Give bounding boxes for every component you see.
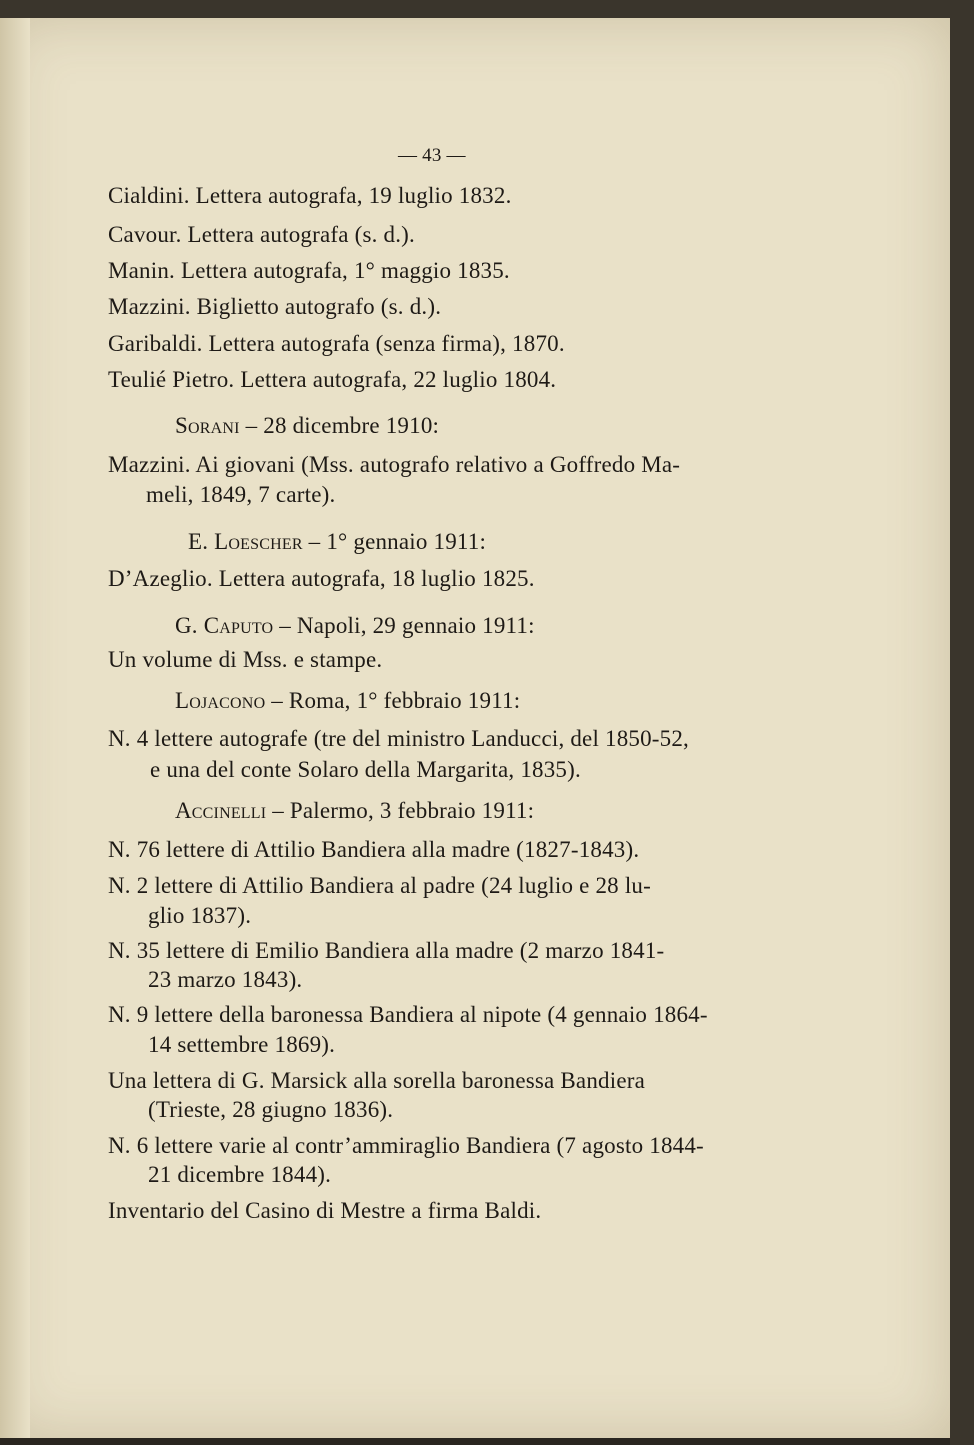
entry-line: 14 settembre 1869). bbox=[148, 1032, 336, 1057]
entry-line: meli, 1849, 7 carte). bbox=[146, 482, 336, 507]
entry-line: Manin. Lettera autografa, 1° maggio 1835. bbox=[108, 258, 510, 283]
donor-initial: E. bbox=[188, 529, 215, 554]
donor-date: – 1° gennaio 1911: bbox=[302, 529, 487, 554]
entry-line: Inventario del Casino di Mestre a firma Baldi. bbox=[108, 1198, 542, 1223]
entry-line: N. 35 lettere di Emilio Bandiera alla madre (2 marzo 1841- bbox=[108, 938, 665, 963]
donor-date: – Palermo, 3 febbraio 1911: bbox=[266, 798, 535, 823]
donor-heading-sorani bbox=[175, 413, 439, 439]
entry-line: N. 76 lettere di Attilio Bandiera alla madre (1827-1843). bbox=[108, 837, 640, 862]
donor-initial: G. bbox=[175, 613, 204, 638]
entry-line: e una del conte Solaro della Margarita, 1835). bbox=[150, 757, 581, 782]
entry-line: Una lettera di G. Marsick alla sorella baronessa Bandiera bbox=[108, 1068, 645, 1093]
donor-heading-loescher bbox=[188, 529, 486, 555]
donor-name: Sorani bbox=[175, 413, 240, 438]
entry-line: N. 6 lettere varie al contr’ammiraglio Bandiera (7 agosto 1844- bbox=[108, 1133, 704, 1158]
donor-name: Lojacono bbox=[175, 688, 266, 713]
donor-heading-lojacono bbox=[175, 688, 520, 714]
entry-line: N. 2 lettere di Attilio Bandiera al padre (24 luglio e 28 lu- bbox=[108, 873, 651, 898]
entry-line: Cialdini. Lettera autografa, 19 luglio 1832. bbox=[108, 183, 512, 208]
entry-line: N. 9 lettere della baronessa Bandiera al nipote (4 gennaio 1864- bbox=[108, 1002, 708, 1027]
entry-line: Un volume di Mss. e stampe. bbox=[108, 647, 383, 672]
entry-line: Cavour. Lettera autografa (s. d.). bbox=[108, 222, 415, 247]
entry-line: 21 dicembre 1844). bbox=[148, 1162, 332, 1187]
donor-heading-caputo bbox=[175, 613, 535, 639]
entry-line: Mazzini. Biglietto autografo (s. d.). bbox=[108, 294, 442, 319]
entry-line: glio 1837). bbox=[148, 903, 252, 928]
entry-line: 23 marzo 1843). bbox=[148, 967, 303, 992]
entry-line: Teulié Pietro. Lettera autografa, 22 luglio 1804. bbox=[108, 367, 557, 392]
page-number: — 43 — bbox=[398, 145, 466, 166]
entry-line: D’Azeglio. Lettera autografa, 18 luglio 1825. bbox=[108, 566, 535, 591]
donor-date: – 28 dicembre 1910: bbox=[239, 413, 440, 438]
donor-date: – Napoli, 29 gennaio 1911: bbox=[273, 613, 535, 638]
donor-date: – Roma, 1° febbraio 1911: bbox=[265, 688, 521, 713]
donor-name: Accinelli bbox=[175, 798, 267, 823]
donor-name: Loescher bbox=[214, 529, 303, 554]
donor-heading-accinelli bbox=[175, 798, 534, 824]
entry-line: (Trieste, 28 giugno 1836). bbox=[148, 1097, 394, 1122]
entry-line: N. 4 lettere autografe (tre del ministro Landucci, del 1850-52, bbox=[108, 726, 690, 751]
entry-line: Mazzini. Ai giovani (Mss. autografo relativo a Goffredo Ma- bbox=[108, 452, 681, 477]
entry-line: Garibaldi. Lettera autografa (senza firma), 1870. bbox=[108, 331, 565, 356]
donor-name: Caputo bbox=[203, 613, 274, 638]
